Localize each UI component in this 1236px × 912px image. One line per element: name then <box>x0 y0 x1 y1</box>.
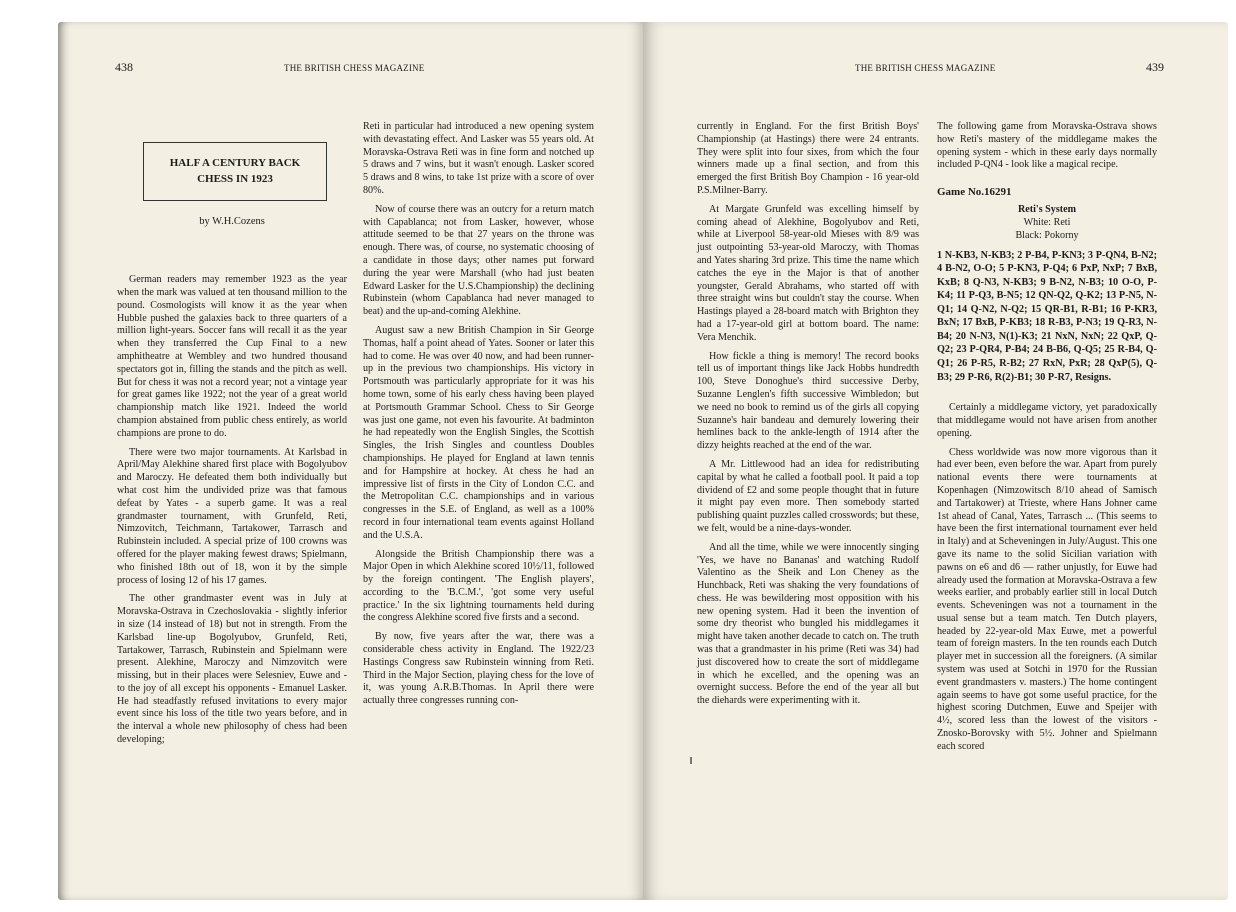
paragraph: Reti in particular had introduced a new opening system with devastating effect. And Lasker was 55 years old. At Moravska-Ostrava Reti was in fine form and notched up 5 draws and 7 wins, but it wasn't enough. Lasker scored 5 draws and 8 wins, to take 1st prize with a score of over 80%. <box>363 121 594 196</box>
left-page <box>58 22 643 900</box>
paragraph: A Mr. Littlewood had an idea for redistributing capital by what he called a football pool. It paid a top dividend of £2 and some people thought that in future it might pay even more. Then somebody started publishing quaint puzzles called crosswords; but these, we felt, would be a nine-days-wonder. <box>697 458 919 534</box>
paragraph: The following game from Moravska-Ostrava shows how Reti's mastery of the middlegame makes the opening system - which in these early days normally included P-QN4 - look like a magical recipe. <box>937 121 1157 171</box>
byline: by W.H.Cozens <box>199 215 265 227</box>
paragraph: currently in England. For the first British Boys' Championship (at Hastings) there were 24 entrants. They were split into four sixes, from which the four winners made up a final section, and from this emerged the first British Boy Champion - 16 year-old P.S.Milner-Barry. <box>697 121 919 196</box>
paragraph: Certainly a middlegame victory, yet paradoxically that middlegame would not have arisen from another opening. <box>937 402 1157 439</box>
right-column-1 <box>697 121 919 714</box>
white-player: White: Reti <box>1023 216 1071 228</box>
article-title-box <box>143 142 327 201</box>
paragraph: By now, five years after the war, there was a considerable chess activity in England. The 1922/23 Hastings Congress saw Rubinstein winning from Reti. Third in the Major Section, playing chess for the love of it, was young A.R.B.Thomas. In April there were actually three congresses running con- <box>363 631 594 707</box>
paragraph: How fickle a thing is memory! The record books tell us of important things like Jack Hobbs hundredth 100, Steve Donoghue's third successive Derby, Suzanne Lenglen's fifth successive Wimbledon; but we need no book to remind us of the girls all copying Suzanne's hair bandeau and demurely lowering their hemlines back to the ankle-length of 1914 after the dizzy heights reached at the end of the war. <box>697 350 919 452</box>
game-title: Game No.16291 <box>937 186 1012 199</box>
page-number: 438 <box>115 60 133 74</box>
left-column-2 <box>363 121 594 714</box>
running-head: THE BRITISH CHESS MAGAZINE <box>855 63 996 73</box>
paragraph: Now of course there was an outcry for a return match with Capablanca; not from Lasker, however, whose attitude seemed to be that 27 years on the throne was enough. There was, of course, no systematic choosing of a candidate in those days; other names put forward during the year were Marshall (who had just beaten Edward Lasker for the U.S.Championship) the declining Rubinstein (whom Capablanca had never managed to beat) and the up-and-coming Alekhine. <box>363 203 594 318</box>
paragraph: At Margate Grunfeld was excelling himself by coming ahead of Alekhine, Bogolyubov and Reti, while at Liverpool 58-year-old Mieses with 8/9 was just outpointing 53-year-old Maroczy, with Thomas and Yates sharing 3rd prize. This time the name which catches the eye in the Major is that of another youngster, Gerald Abrahams, who started off with three straight wins but couldn't stay the course. When Hastings played a 28-board match with Brighton they had a 17-year-old girl at bottom board. The name: Vera Menchik. <box>697 203 919 343</box>
article-subtitle: CHESS IN 1923 <box>197 172 273 185</box>
black-player: Black: Pokorny <box>1015 229 1079 241</box>
paragraph: Alongside the British Championship there was a Major Open in which Alekhine scored 10½/11, followed by the foreign contingent. 'The English players', according to the 'B.C.M.', 'got some very useful practice.' In the six lightning tournaments held during the congress Alekhine scored five firsts and a second. <box>363 548 594 624</box>
margin-mark <box>690 757 692 764</box>
paragraph: August saw a new British Champion in Sir George Thomas, half a point ahead of Yates. Sooner or later this had to come. He was over 40 now, and had been runner-up in the previous two championships. His victory in Portsmouth was particularly appropriate for it was his home town, some of his early chess having been played at Portsmouth Grammar School. Chess to Sir George was just one game, not even his favourite. At badminton he had repeatedly won the English Singles, the Scottish Singles, the Irish Singles and countless Doubles championships. He played for England at lawn tennis and for Hampshire at hockey. At chess he had an impressive list of firsts in the City of London C.C. and the Metropolitan C.C. championships and in various congresses in the S.E. of England, as well as a 100% record in four international team events against Holland and the U.S.A. <box>363 324 594 541</box>
paragraph: There were two major tournaments. At Karlsbad in April/May Alekhine shared first place with Bogolyubov and Maroczy. He defeated them both individually but what cost him the undivided prize was that famous defeat by Yates - a superb game. It was a real grandmaster tournament, with Grunfeld, Reti, Nimzovitch, Teichmann, Tartakower, Tarrasch and Rubinstein included. A special prize of 100 crowns was offered for the player making fewest draws; Spielmann, who finished 18th out of 18, won it by the simple process of losing 12 of his 17 games. <box>117 446 347 586</box>
game-moves: 1 N-KB3, N-KB3; 2 P-B4, P-KN3; 3 P-QN4, B-N2; 4 B-N2, O-O; 5 P-KN3, P-Q4; 6 PxP, NxP; 7 BxB, KxB; 8 Q-N3, N-KB3; 9 B-N2, N-B3; 10 O-O, P-K4; 11 P-Q3, B-N5; 12 QN-Q2, Q-K2; 13 P-N5, N-Q1; 14 Q-N2, N-Q2; 15 QR-B1, R-B1; 16 P-KR3, BxN; 17 BxB, P-KB3; 18 R-B3, P-N3; 19 Q-R3, N-B4; 20 N-N3, N(1)-K3; 21 NxN, NxN; 22 QxP, Q-Q2; 23 P-QR4, P-B4; 24 B-B6, Q-Q5; 25 R-B4, Q-Q1; 26 P-R5, R-B2; 27 RxN, PxR; 28 QxP(5), Q-B3; 29 P-R6, R(2)-B1; 30 P-R7, Resigns. <box>937 249 1157 383</box>
right-page <box>643 22 1228 900</box>
paragraph: The other grandmaster event was in July at Moravska-Ostrava in Czechoslovakia - slightly inferior in size (14 instead of 18) but not in strength. From the Karlsbad line-up Bogolyubov, Grunfeld, Reti, Tartakower, Tarrasch, Rubinstein and Spielmann were present. Alekhine, Maroczy and Nimzovitch were missing, but in their places were Selesniev, Euwe and - to the joy of all except his opponents - Emanuel Lasker. He had steadfastly refused invitations to every major event since his loss of the title two years before, and in the interval a whole new philosophy of chess had been developing; <box>117 593 347 746</box>
opening-name: Reti's System <box>1017 204 1077 216</box>
left-column-1 <box>117 98 347 753</box>
paragraph: Chess worldwide was now more vigorous than it had ever been, even before the war. Apart from purely national events there were tournaments at Kopenhagen (Nimzowitsch 8/10 ahead of Samisch and Tartakower) at Trieste, where Hans Johner came 1st ahead of Canal, Yates, Tarrasch ... (This seems to have been the first international tournament ever held in Italy) and at Scheveningen in July/August. This one gave its name to the solid Sicilian variation with pawns on e6 and d6 — rather unjustly, for Euwe had already used the formation at Moravska-Ostrava a few weeks earlier, and probably earlier still in local Dutch events. Scheveningen was not a tournament in the usual sense but a team match. Ten Dutch players, headed by 22-year-old Max Euwe, met a powerful team of foreign masters. In the ten rounds each Dutch player met in succession all the foreigners. (A similar system was used at Sotchi in 1970 for the Russian event grandmasters v. masters.) The home contingent again seems to have got some useful practice, for the highest scoring Dutchmen, Euwe and Speijer with 4½, scored less than the lowest of the visitors - Znosko-Borovsky with 5½. Johner and Spielmann each scored <box>937 446 1158 752</box>
right-column-2 <box>937 121 1157 760</box>
running-head: THE BRITISH CHESS MAGAZINE <box>284 63 425 73</box>
paragraph: German readers may remember 1923 as the year when the mark was valued at ten thousand million to the pound. Cosmologists will know it as the year when Hubble pushed the galaxies back to three quarters of a million light-years. Soccer fans will recall it as the year when they transferred the Cup Final to a new amphitheatre at Wembley and two hundred thousand spectators got in, filling the stands and the pitch as well. But for chess it was not a record year; not a vintage year for great games like 1922; not the year of a great world championship match like 1921. Indeed the world champion abstained from public chess entirely, as world champions are prone to do. <box>117 274 347 439</box>
article-title: HALF A CENTURY BACK <box>169 157 301 169</box>
page-number: 439 <box>1146 60 1164 74</box>
paragraph: And all the time, while we were innocently singing 'Yes, we have no Bananas' and watching Rudolf Valentino as the Sheik and Lon Cheney as the Hunchback, Reti was shaking the very foundations of chess. He was bewildering most opposition with his new opening system. Had it been the invention of some dry theorist who bungled his middlegames it might have taken another decade to catch on. The truth was that a grandmaster in his prime (Reti was 34) had just discovered how to create the sort of middlegame in which he excelled, and the opening was an overnight success. Before the end of the year all but the diehards were experimenting with it. <box>697 541 919 707</box>
